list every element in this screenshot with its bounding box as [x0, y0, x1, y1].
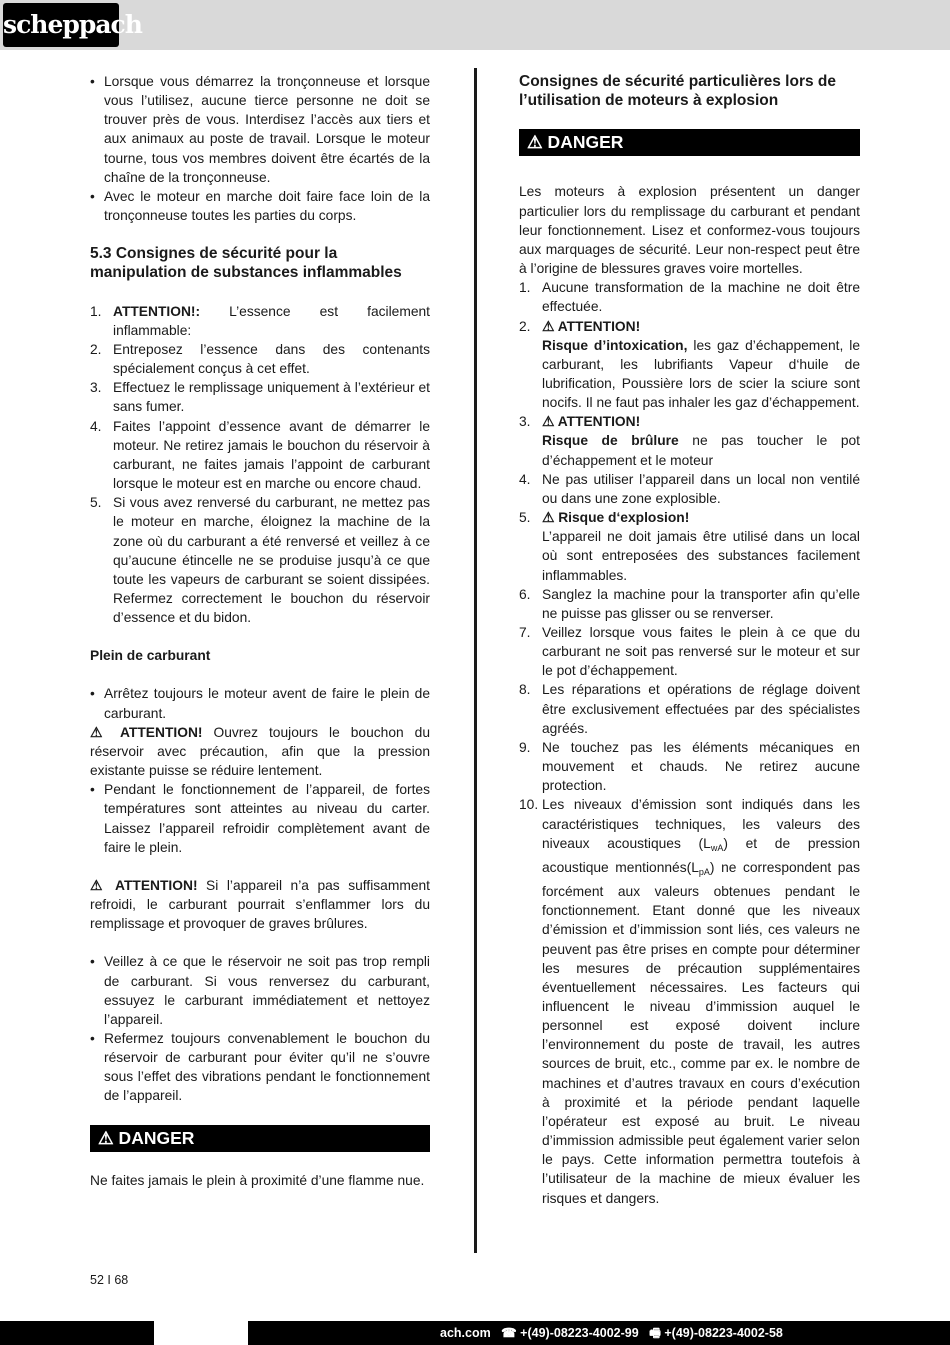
list-item: 3. ⚠ ATTENTION! Risque de brûlure ne pas toucher le pot d’échappement et le moteur [519, 414, 860, 468]
danger-banner: ⚠ DANGER [519, 129, 860, 156]
subheading-plein: Plein de carburant [90, 648, 211, 664]
list-item: 5. ⚠ Risque d‘explosion! L’appareil ne doit jamais être utilisé dans un local où sont entreposées des substances facilement inflammables. [519, 510, 860, 583]
page-number: 52 I 68 [90, 1273, 129, 1287]
list-item: 10. Les niveaux d’émission sont indiqués dans les caractéristiques techniques, les valeurs des niveaux acoustiques $(L_{wA})$ et de pression acoustique $mentionnés(L_{pA})$ ne correspondent pas forcément aux valeurs obtenues pendant le fonctionnement. Etant donné que les niveaux d’émission et d’immission sont liés, ces valeurs ne peuvent pas être prises en compte pour déterminer les mesures de précaution supplémentaires éventuellement nécessaires. Les facteurs qui influencent le niveau d’immission auquel le personnel est exposé doivent inclure l’environnement du poste de travail, les autres sources de bruit, etc., comme par ex. le nombre de machines et d’autres travaux en cours d’exécution à proximité et la période pendant laquelle l’opérateur est exposé au bruit. Le niveau d’immission admissible peut également varier selon le pays. Cette information permettra toutefois à l’utilisateur de la machine de mieux évaluer les risques et dangers. [519, 797, 861, 1206]
attention-paragraph: ⚠ ATTENTION! Si l’appareil n’a pas suffisamment refroidi, le carburant pourrait s’enflammer lors du remplissage et provoquer de graves brûlures. [90, 877, 430, 932]
footer-contact: ach.com ☎ +(49)-08223-4002-99 🖷 +(49)-08223-4002-58 [440, 1326, 783, 1340]
list-item: 3. Effectuez le remplissage uniquement à l’extérieur et sans fumer. [90, 380, 430, 415]
list-item: 7. Veillez lorsque vous faites le plein à ce que du carburant ne soit pas renversé sur le moteur et sur le pot d’échappement. [519, 625, 860, 679]
list-item: 9. Ne touchez pas les éléments mécaniques en mouvement et chauds. Ne retirez aucune protection. [519, 739, 860, 794]
warning-icon: ⚠ ATTENTION! [542, 414, 641, 430]
right-column [519, 72, 860, 1208]
section-heading-moteurs: Consignes de sécurité particulières lors de l’utilisation de moteurs à explosion [519, 73, 837, 110]
footer-spacer [154, 1321, 248, 1345]
bullet-item: • Refermez toujours convenablement le bouchon du réservoir de carburant pour éviter qu’il ne s’ouvre sous l’effet des vibrations pendant le fonctionnement de l’appareil. [90, 1029, 430, 1106]
intro-paragraph: Les moteurs à explosion présentent un danger particulier lors du remplissage du carburant et pendant leur fonctionnement. Lisez et conformez-vous toujours aux marquages de sécurité. Leur non-respect peut être à l’origine de blessures graves voire mortelles. [519, 184, 860, 277]
attention-paragraph: ⚠ ATTENTION! Ouvrez toujours le bouchon du réservoir avec précaution, afin que la pression existante puisse se réduire lentement. [90, 724, 431, 779]
warning-icon: ⚠ ATTENTION! [90, 724, 203, 740]
list-item: 2. ⚠ ATTENTION! Risque d’intoxication, les gaz d’échappement, le carburant, les lubrifiants Vapeur d‘huile de lubrification, Poussière lors de scier la sciure sont nocifs. Il ne faut pas inhaler les gaz d’échappement. [519, 318, 860, 411]
bullet-item: • Veillez à ce que le réservoir ne soit pas trop rempli de carburant. Si vous renversez du carburant, essuyez le carburant immédiatement et nettoyez l’appareil. [90, 952, 430, 1029]
bullet-item: • Lorsque vous démarrez la tronçonneuse et lorsque vous l’utilisez, aucune tierce personne ne doit se trouver près de vous. Interdisez l’accès aux tiers et aux animaux au poste de travail. Lorsque le moteur tourne, tous vos membres doivent être écartés de la chaîne de la tronçonneuse. [90, 72, 430, 187]
final-paragraph: Ne faites jamais le plein à proximité d’une flamme nue. [90, 1172, 425, 1188]
bullet-item: • Avec le moteur en marche doit faire face loin de la tronçonneuse toutes les parties du corps. [90, 187, 430, 225]
warning-icon: ⚠ ATTENTION! [90, 877, 198, 893]
section-heading-5-3: 5.3 Consignes de sécurité pour la manipulation de substances inflammables [90, 245, 402, 282]
danger-banner: ⚠ DANGER [90, 1125, 430, 1152]
list-item: 1. Aucune transformation de la machine ne doit être effectuée. [519, 280, 860, 315]
list-item: 5. Si vous avez renversé du carburant, ne mettez pas le moteur en marche, éloignez la machine de la zone où du carburant a été renversé et veillez à ce qu’aucune étincelle ne se produise jusqu’à ce que toute les vapeurs de carburant se soient dissipées. Refermez correctement le bouchon du réservoir d’essence et du bidon. [90, 495, 430, 626]
column-divider [474, 68, 477, 1253]
list-item: 1. ATTENTION!: L’essence est facilement inflammable: [90, 303, 430, 338]
bullet-item: • Pendant le fonctionnement de l’appareil, de fortes températures sont atteintes au niveau du carter. Laissez l’appareil refroidir complètement avant de faire le plein. [90, 780, 430, 857]
bullet-item: • Arrêtez toujours le moteur avent de faire le plein de carburant. [90, 684, 430, 722]
list-item: 4. Faites l’appoint d’essence avant de démarrer le moteur. Ne retirez jamais le bouchon du réservoir à carburant, ne faites jamais l’appoint de carburant lorsque le moteur est en marche ou encore chaud. [90, 418, 430, 492]
warning-icon: ⚠ ATTENTION! [542, 318, 641, 334]
list-item: 8. Les réparations et opérations de réglage doivent être exclusivement effectuées par des spécialistes agréés. [519, 682, 860, 736]
left-column [90, 72, 430, 1190]
list-item: 2. Entreposez l’essence dans des contenants spécialement conçus à cet effet. [90, 341, 430, 377]
list-item: 6. Sanglez la machine pour la transporter afin qu’elle ne puisse pas glisser ou se renverser. [519, 586, 860, 621]
warning-icon: ⚠ Risque d‘explosion! [542, 510, 690, 526]
header-bar [0, 0, 950, 50]
scheppach-logo: scheppach [3, 3, 119, 47]
list-item: 4. Ne pas utiliser l’appareil dans un local non ventilé ou dans une zone explosible. [519, 471, 860, 506]
